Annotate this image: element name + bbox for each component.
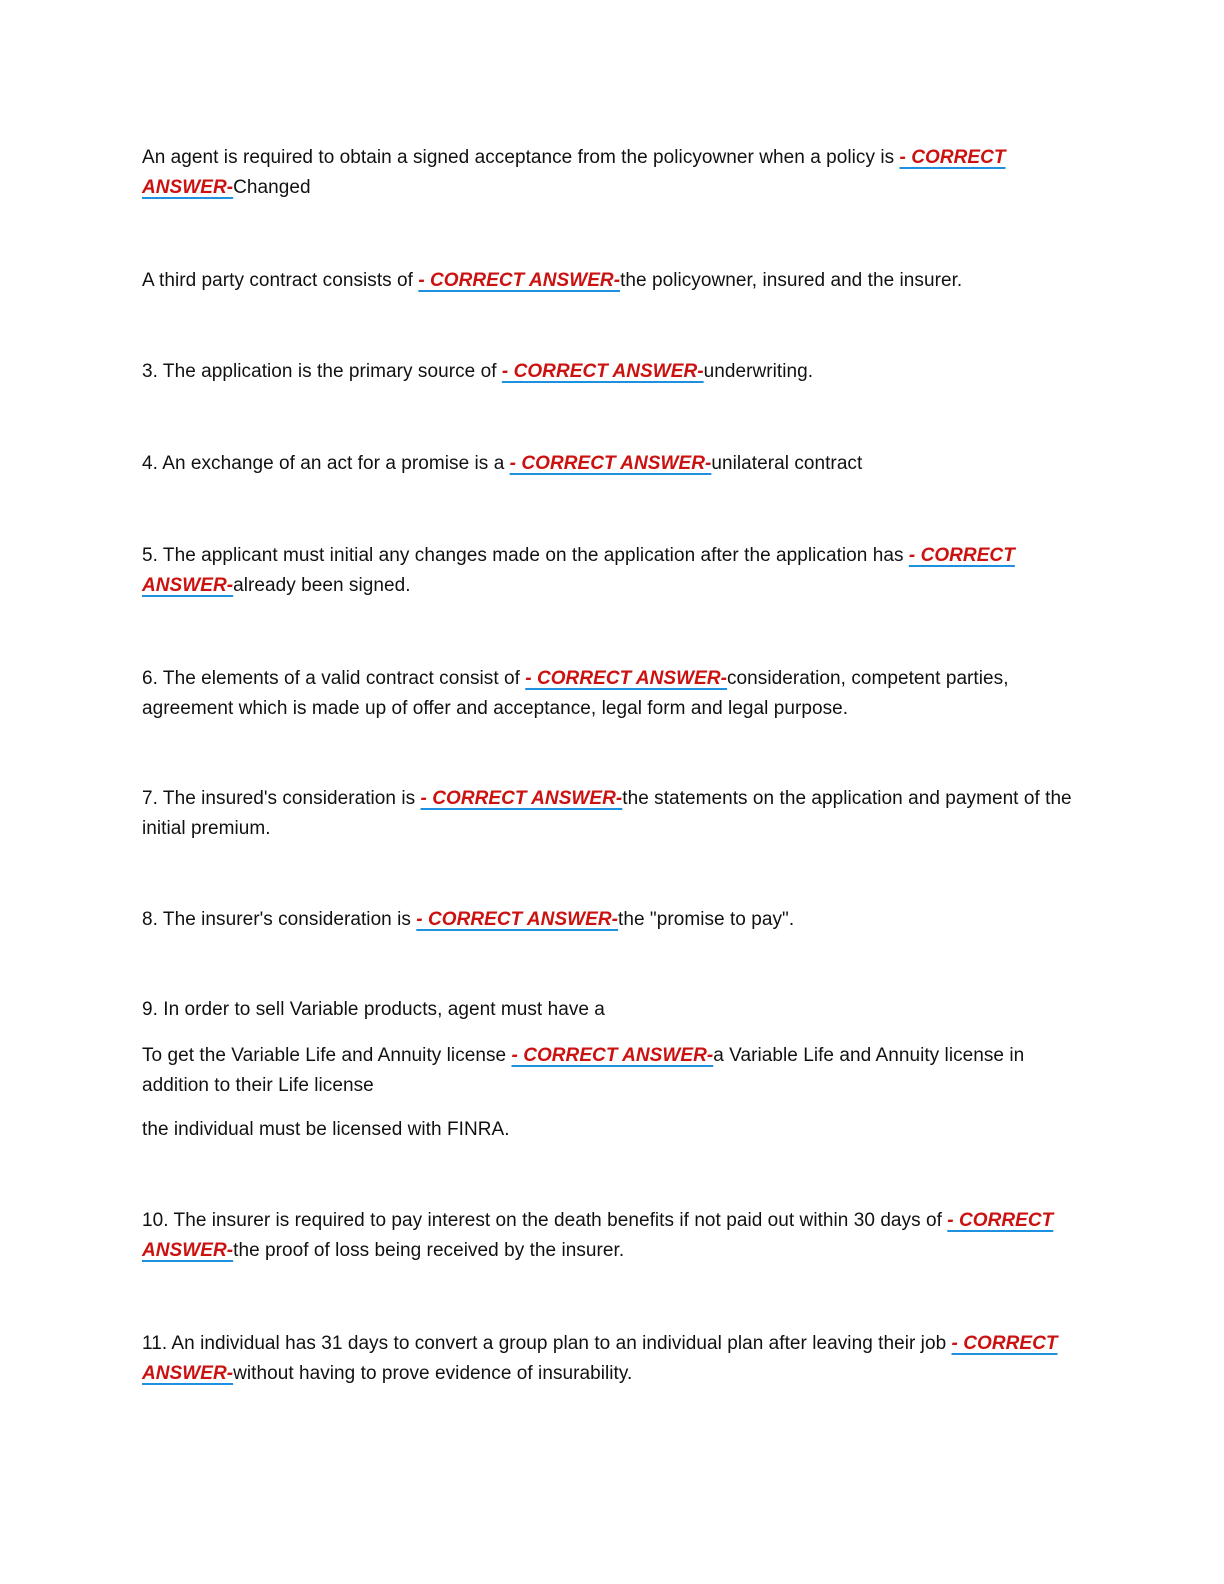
question-text: 3. The application is the primary source of bbox=[142, 361, 502, 382]
answer-text: without having to prove evidence of insurability. bbox=[233, 1363, 633, 1384]
qa-item-6 bbox=[142, 664, 1072, 724]
qa-item-7 bbox=[142, 784, 1072, 844]
question-text: 5. The applicant must initial any changes made on the application after the application has bbox=[142, 545, 909, 566]
correct-answer-marker: - CORRECT ANSWER- bbox=[142, 1210, 1054, 1261]
question-text: 10. The insurer is required to pay interest on the death benefits if not paid out within 30 days of bbox=[142, 1210, 948, 1231]
question-text: 11. An individual has 31 days to convert a group plan to an individual plan after leaving their job bbox=[142, 1333, 952, 1354]
qa-item-8 bbox=[142, 905, 1072, 935]
qa-item-1 bbox=[142, 143, 1072, 203]
qa-item-5 bbox=[142, 541, 1072, 601]
qa-item-11 bbox=[142, 1329, 1072, 1389]
answer-text: underwriting. bbox=[703, 361, 814, 382]
answer-text: the policyowner, insured and the insurer. bbox=[620, 270, 963, 291]
answer-text: Changed bbox=[233, 177, 311, 198]
question-text: To get the Variable Life and Annuity license bbox=[142, 1045, 512, 1066]
question-text: 7. The insured's consideration is bbox=[142, 788, 421, 809]
correct-answer-marker: - CORRECT ANSWER- bbox=[142, 147, 1006, 198]
correct-answer-marker: - CORRECT ANSWER- bbox=[509, 453, 712, 474]
correct-answer-marker: - CORRECT ANSWER- bbox=[501, 361, 704, 382]
correct-answer-marker: - CORRECT ANSWER- bbox=[142, 545, 1015, 596]
qa-item-4 bbox=[142, 449, 1072, 479]
correct-answer-marker: - CORRECT ANSWER- bbox=[511, 1045, 714, 1066]
question-text: 4. An exchange of an act for a promise is a bbox=[142, 453, 510, 474]
question-text: 8. The insurer's consideration is bbox=[142, 909, 417, 930]
question-text: 9. In order to sell Variable products, agent must have a bbox=[142, 999, 605, 1020]
qa-item-9-license bbox=[142, 1041, 1072, 1101]
correct-answer-marker: - CORRECT ANSWER- bbox=[142, 1333, 1058, 1384]
question-text: An agent is required to obtain a signed acceptance from the policyowner when a policy is bbox=[142, 147, 900, 168]
answer-text: the "promise to pay". bbox=[618, 909, 795, 930]
correct-answer-marker: - CORRECT ANSWER- bbox=[416, 909, 619, 930]
answer-text: already been signed. bbox=[233, 575, 411, 596]
qa-item-3 bbox=[142, 357, 1072, 387]
answer-text: the statements on the application and payment of the initial premium. bbox=[142, 788, 1072, 839]
correct-answer-marker: - CORRECT ANSWER- bbox=[420, 788, 623, 809]
question-text: 6. The elements of a valid contract consist of bbox=[142, 668, 526, 689]
qa-item-2 bbox=[142, 266, 1072, 296]
statement-text: the individual must be licensed with FINRA. bbox=[142, 1119, 510, 1140]
answer-text: a Variable Life and Annuity license in addition to their Life license bbox=[142, 1045, 1025, 1096]
qa-item-9 bbox=[142, 995, 1072, 1025]
answer-text: unilateral contract bbox=[711, 453, 863, 474]
correct-answer-marker: - CORRECT ANSWER- bbox=[418, 270, 621, 291]
correct-answer-marker: - CORRECT ANSWER- bbox=[525, 668, 727, 689]
qa-item-9-finra bbox=[142, 1115, 1072, 1145]
qa-item-10 bbox=[142, 1206, 1072, 1266]
answer-text: the proof of loss being received by the insurer. bbox=[233, 1240, 625, 1261]
question-text: A third party contract consists of bbox=[142, 270, 419, 291]
answer-text: consideration, competent parties, agreement which is made up of offer and acceptance, legal form and legal purpose. bbox=[142, 668, 1009, 719]
